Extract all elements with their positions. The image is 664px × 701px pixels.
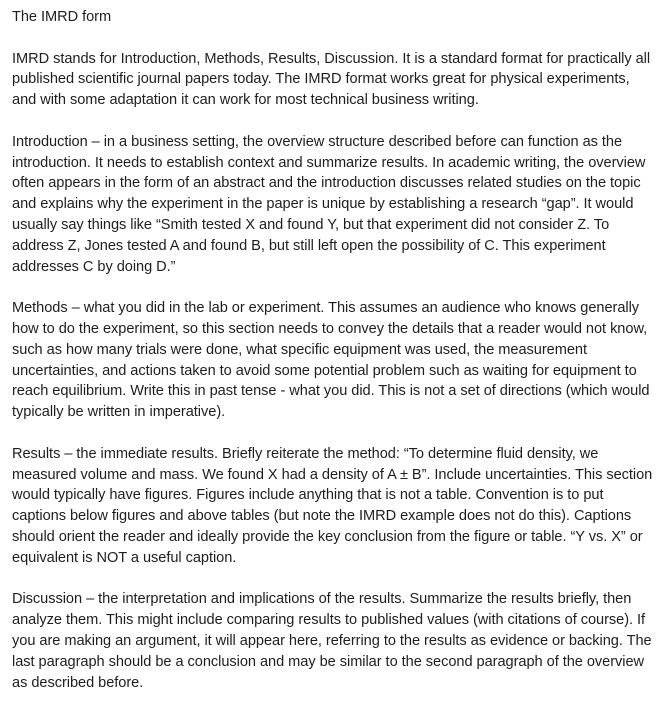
paragraph-methods: Methods – what you did in the lab or experiment. This assumes an audience who knows generally how to do the experiment, so this section needs to convey the details that a reader would not know, such as how many trials were done, what specific equipment was used, the measurement uncertainties, and actions taken to avoid some potential problem such as waiting for equipment to reach equilibrium. Write this in past tense - what you did. This is not a set of directions (which would typically be written in imperative). bbox=[12, 300, 650, 421]
paragraph-results: Results – the immediate results. Briefly reiterate the method: “To determine fluid density, we measured volume and mass. We found X had a density of A ± B”. Include uncertainties. This section would typically have figures. Figures include anything that is not a table. Convention is to put captions below figures and above tables (but note the IMRD example does not do this). Captions should orient the reader and ideally provide the key conclusion from the figure or table. “Y vs. X” or equivalent is NOT a useful caption. bbox=[12, 445, 653, 566]
paragraph-introduction: Introduction – in a business setting, the overview structure described before can function as the introduction. It needs to establish context and summarize results. In academic writing, the overview often appears in the form of an abstract and the introduction discusses related studies on the topic and explains why the experiment in the paper is unique by establishing a research “gap”. It would usually say things like “Smith tested X and found Y, but that experiment did not consider Z. To address Z, Jones tested A and found B, but still left open the possibility of C. This experiment addresses C by doing D.” bbox=[12, 133, 646, 275]
paragraph-imrd-intro: IMRD stands for Introduction, Methods, Results, Discussion. It is a standard format for practically all published scientific journal papers today. The IMRD format works great for physical experiments, and with some adaptation it can work for most technical business writing. bbox=[12, 50, 651, 109]
document-body bbox=[12, 7, 654, 693]
paragraph-discussion: Discussion – the interpretation and implications of the results. Summarize the results briefly, then analyze them. This might include comparing results to published values (with citations of course). If you are making an argument, it will appear here, referring to the results as evidence or backing. The last paragraph should be a conclusion and may be similar to the second paragraph of the overview as described before. bbox=[12, 591, 652, 691]
document-title: The IMRD form bbox=[12, 9, 112, 25]
